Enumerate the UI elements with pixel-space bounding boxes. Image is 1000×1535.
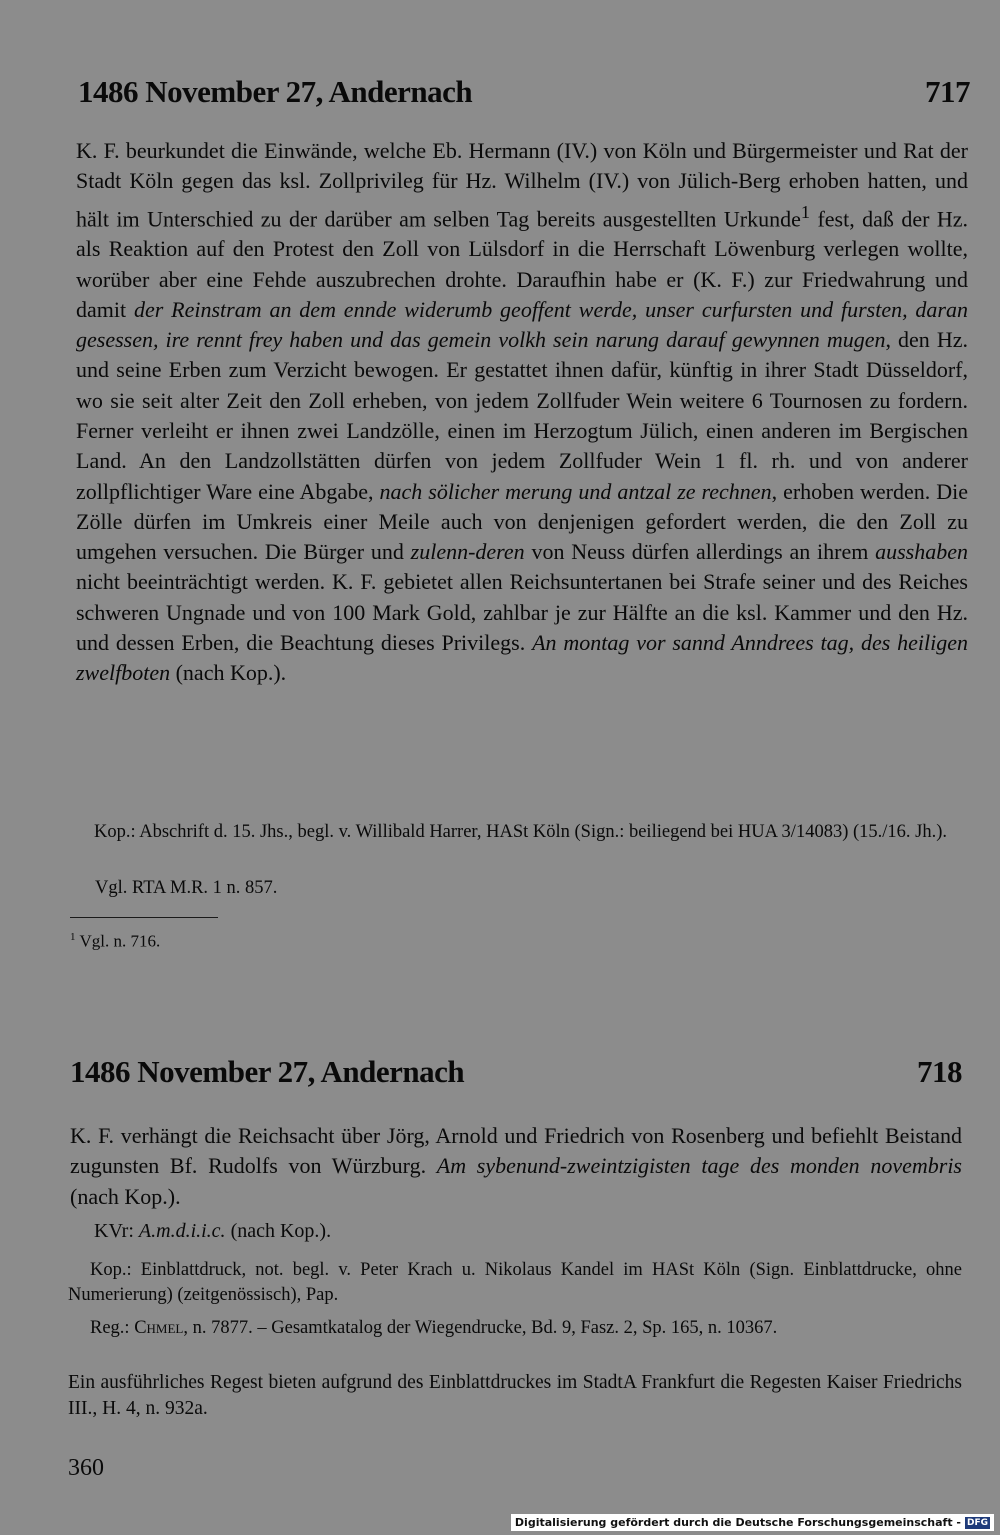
- kvr-label: KVr:: [94, 1220, 139, 1242]
- dfg-logo-icon: DFG: [966, 1517, 988, 1528]
- quotation-text: der Reinstram an dem ennde widerumb geoffent werde, unser curfursten und fursten, daran gesessen, ire rennt frey haben und das gemein volkh sein narung darauf gewynnen mugen: [76, 296, 968, 353]
- entry-718-copy-note: Kop.: Einblattdruck, not. begl. v. Peter Krach u. Nikolaus Kandel im HASt Köln (Sign. Einblattdrucke, ohne Numerierung) (zeitgenössisch), Pap.: [68, 1260, 962, 1305]
- funding-credit: [511, 1514, 994, 1531]
- entry-718-remark: Ein ausführliches Regest bieten aufgrund des Einblattdruckes im StadtA Frankfurt die Regesten Kaiser Friedrichs III., H. 4, n. 932a.: [68, 1372, 962, 1419]
- entry-717-heading: [78, 74, 970, 110]
- entry-717-reference-note: Vgl. RTA M.R. 1 n. 857.: [95, 878, 278, 898]
- summary-text: K. F. beurkundet die Einwände, welche Eb. Hermann (IV.) von Köln und Bürgermeister und Rat der Stadt Köln gegen das ksl. Zollprivileg für Hz. Wilhelm (IV.) von Jülich-Berg erhoben hatten, und hält im Unterschied zu der darüber am selben Tag bereits ausgestellten Urkunde: [76, 138, 968, 231]
- reg-label: Reg.:: [90, 1318, 135, 1338]
- summary-text: (nach Kop.).: [170, 660, 287, 686]
- entry-718-regest-note: [68, 1316, 962, 1341]
- footnote-text: Vgl. n. 716.: [75, 931, 161, 951]
- entry-717-summary: [76, 136, 968, 689]
- summary-text: fest, daß der Hz. als Reaktion auf den Protest den Zoll von Lülsdorf in die Herrschaft Löwenburg verlegen wollte, worüber aber eine Fehde auszubrechen drohte. Daraufhin habe er (K. F.) zur Friedwahrung und damit: [76, 205, 968, 322]
- summary-text: (nach Kop.).: [70, 1183, 181, 1209]
- quotation-text: nach sölicher merung und antzal ze rechnen: [379, 478, 772, 504]
- reg-text: , n. 7877. – Gesamtkatalog der Wiegendrucke, Bd. 9, Fasz. 2, Sp. 165, n. 10367.: [183, 1318, 778, 1338]
- kvr-abbrev: A.m.d.i.i.c.: [138, 1220, 226, 1242]
- footnote-ref[interactable]: 1: [800, 201, 811, 222]
- entry-717-number: 717: [925, 74, 970, 109]
- summary-text: von Neuss dürfen allerdings an ihrem: [524, 539, 876, 565]
- footnote-number: 1: [70, 931, 76, 943]
- entry-718-number: 718: [917, 1054, 962, 1089]
- summary-text: nicht beeinträchtigt werden. K. F. gebietet allen Reichsuntertanen bei Strafe seiner und des Reiches schweren Ungnade und von 100 Mark Gold, zahlbar je zur Hälfte an die ksl. Kammer und den Hz. und dessen Erben, die Beachtung dieses Privilegs.: [76, 569, 968, 656]
- entry-718-summary: [70, 1121, 962, 1212]
- kvr-text: (nach Kop.).: [225, 1220, 332, 1242]
- footnote: [70, 931, 160, 952]
- quotation-text: ausshaben: [875, 539, 969, 565]
- entry-718-kvr-note: [94, 1219, 331, 1244]
- summary-text: K. F. verhängt die Reichsacht über Jörg, Arnold und Friedrich von Rosenberg und befiehlt Beistand zugunsten Bf. Rudolfs von Würzburg.: [70, 1123, 962, 1179]
- page-number: 360: [68, 1455, 104, 1481]
- entry-717-date-place: 1486 November 27, Andernach: [78, 74, 473, 109]
- footnote-divider: [70, 917, 218, 918]
- entry-718-date-place: 1486 November 27, Andernach: [70, 1054, 465, 1089]
- entry-717-copy-note: Kop.: Abschrift d. 15. Jhs., begl. v. Willibald Harrer, HASt Köln (Sign.: beiliegend bei HUA 3/14083) (15./16. Jh.).: [94, 822, 948, 842]
- reg-author: Chmel: [134, 1318, 184, 1338]
- quotation-text: zulenn-deren: [410, 539, 525, 565]
- summary-text: , erhoben werden. Die Zölle dürfen im Umkreis einer Meile auch von denjenigen gefordert werden, die den Zoll zu umgehen versuchen. Die Bürger und: [76, 478, 968, 565]
- summary-text: , den Hz. und seine Erben zum Verzicht bewogen. Er gestattet ihnen dafür, künftig in ihrer Stadt Düsseldorf, wo sie seit alter Zeit den Zoll erheben, von jedem Zollfuder Wein weitere 6 Tournosen zu fordern. Ferner verleiht er ihnen zwei Landzölle, einen im Herzogtum Jülich, einen anderen im Bergischen Land. An den Landzollstätten dürfen von jedem Zollfuder Wein 1 fl. rh. und von anderer zollpflichtiger Ware eine Abgabe,: [76, 327, 968, 504]
- entry-718-heading: [70, 1054, 962, 1090]
- dating-clause: Am sybenund-zweintzigisten tage des monden novembris: [436, 1153, 962, 1179]
- credit-text: Digitalisierung gefördert durch die Deutsche Forschungsgemeinschaft -: [514, 1516, 961, 1529]
- dating-clause: An montag vor sannd Anndrees tag, des heiligen zwelfboten: [76, 630, 968, 686]
